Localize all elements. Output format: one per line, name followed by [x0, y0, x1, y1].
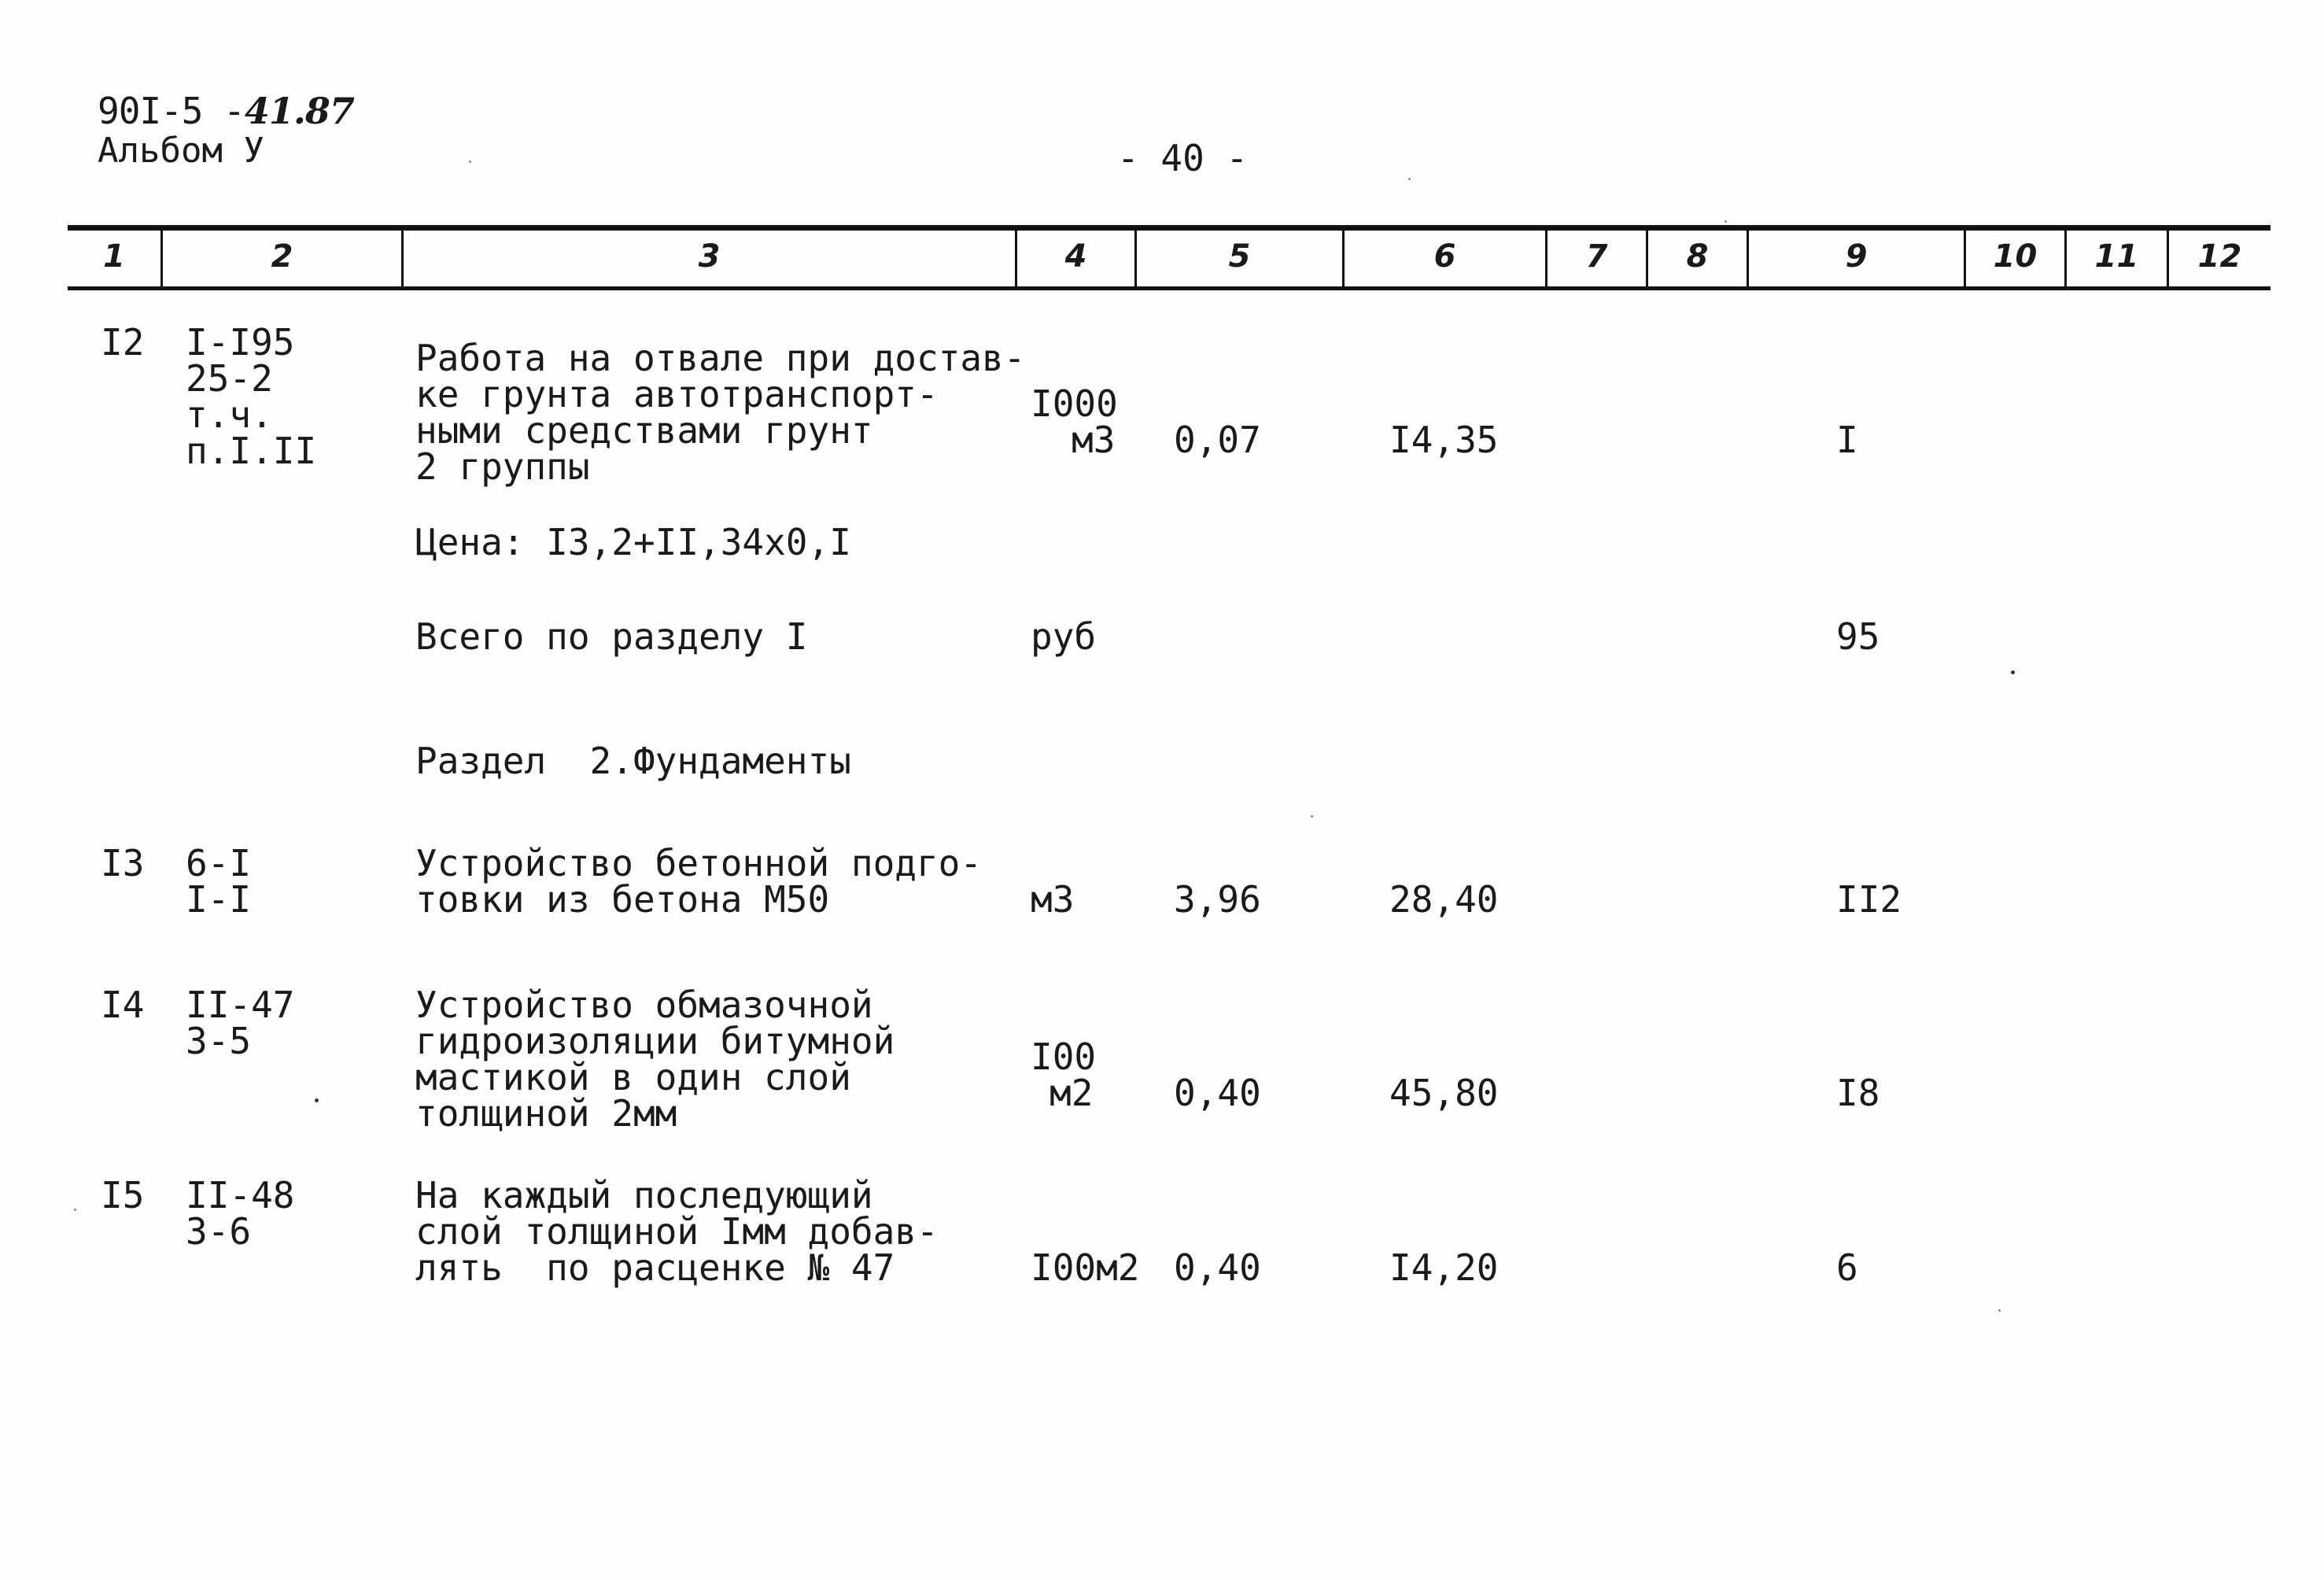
rate-reference: 3-6 — [186, 1210, 252, 1253]
work-description: лять по расценке № 47 — [415, 1246, 895, 1289]
work-description: мастикой в один слой — [415, 1056, 851, 1098]
total-cost: I8 — [1836, 1072, 1880, 1114]
work-description: товки из бетона М50 — [415, 878, 830, 921]
rate-reference: 3-5 — [186, 1020, 252, 1062]
quantity: 0,40 — [1174, 1072, 1261, 1114]
work-description: ными средствами грунт — [415, 409, 873, 452]
row-number: I4 — [101, 984, 145, 1026]
price-note: Цена: I3,2+II,34x0,I — [415, 521, 851, 563]
work-description: На каждый последующий — [415, 1174, 873, 1216]
scan-speck — [2011, 670, 2015, 674]
work-description: слой толщиной Iмм добав- — [415, 1210, 939, 1253]
rate-reference: I-I95 — [186, 321, 295, 364]
scan-speck — [1311, 815, 1313, 818]
unit-price: 28,40 — [1389, 878, 1499, 921]
column-number-11: 11 — [2094, 238, 2139, 275]
table-header-bottom-rule — [68, 286, 2271, 290]
work-description: Устройство обмазочной — [415, 984, 873, 1026]
row-number: I5 — [101, 1174, 145, 1216]
rate-reference: 6-I — [186, 842, 252, 884]
work-description: Работа на отвале при достав- — [415, 337, 1026, 379]
document-code-handwritten: 41.87 — [244, 90, 354, 132]
total-cost: II2 — [1836, 878, 1902, 921]
column-number-5: 5 — [1228, 238, 1251, 275]
section-total-value: 95 — [1836, 615, 1880, 658]
quantity: 3,96 — [1174, 878, 1261, 921]
scan-speck — [1998, 1309, 2001, 1312]
section-total-label: Всего по разделу I — [415, 615, 808, 658]
column-number-12: 12 — [2197, 238, 2242, 275]
unit-price: I4,35 — [1389, 419, 1499, 461]
work-description: Устройство бетонной подго- — [415, 842, 983, 884]
section-total-unit: руб — [1031, 615, 1097, 658]
rate-reference: п.I.II — [186, 430, 317, 472]
scan-speck — [74, 1209, 76, 1211]
row-number: I2 — [101, 321, 145, 364]
row-number: I3 — [101, 842, 145, 884]
document-code-printed: 90I-5 - — [98, 90, 245, 132]
column-number-4: 4 — [1064, 238, 1087, 275]
quantity: 0,07 — [1174, 419, 1261, 461]
table-header-top-rule — [68, 225, 2271, 231]
unit-of-measure: м3 — [1031, 878, 1075, 921]
work-description: ке грунта автотранспорт- — [415, 373, 939, 415]
column-number-10: 10 — [1993, 238, 2038, 275]
column-number-6: 6 — [1433, 238, 1456, 275]
unit-of-measure: м2 — [1049, 1072, 1094, 1114]
column-number-2: 2 — [271, 238, 293, 275]
unit-of-measure: м3 — [1072, 419, 1116, 461]
rate-reference: I-I — [186, 878, 252, 921]
scan-speck — [469, 161, 471, 163]
rate-reference: II-48 — [186, 1174, 295, 1216]
unit-price: 45,80 — [1389, 1072, 1499, 1114]
column-number-3: 3 — [698, 238, 721, 275]
rate-reference: II-47 — [186, 984, 295, 1026]
work-description: гидроизоляции битумной — [415, 1020, 895, 1062]
rate-reference: 25-2 — [186, 357, 273, 400]
section-heading: Раздел 2.Фундаменты — [415, 740, 851, 782]
column-number-8: 8 — [1686, 238, 1709, 275]
unit-of-measure: I00 — [1031, 1035, 1097, 1078]
total-cost: 6 — [1836, 1246, 1858, 1289]
work-description: 2 группы — [415, 445, 590, 488]
quantity: 0,40 — [1174, 1246, 1261, 1289]
unit-price: I4,20 — [1389, 1246, 1499, 1289]
page-number: - 40 - — [1117, 137, 1249, 179]
column-number-1: 1 — [103, 238, 125, 275]
document-code — [98, 90, 354, 132]
rate-reference: т.ч. — [186, 393, 273, 436]
scan-speck — [315, 1098, 319, 1102]
work-description: толщиной 2мм — [415, 1092, 677, 1135]
scan-speck — [1408, 178, 1411, 180]
scan-speck — [1725, 220, 1727, 223]
unit-of-measure: I00м2 — [1031, 1246, 1140, 1289]
album-label: Альбом У — [98, 131, 264, 171]
column-number-9: 9 — [1845, 238, 1868, 275]
column-number-7: 7 — [1585, 238, 1608, 275]
unit-of-measure: I000 — [1031, 382, 1118, 425]
total-cost: I — [1836, 419, 1858, 461]
